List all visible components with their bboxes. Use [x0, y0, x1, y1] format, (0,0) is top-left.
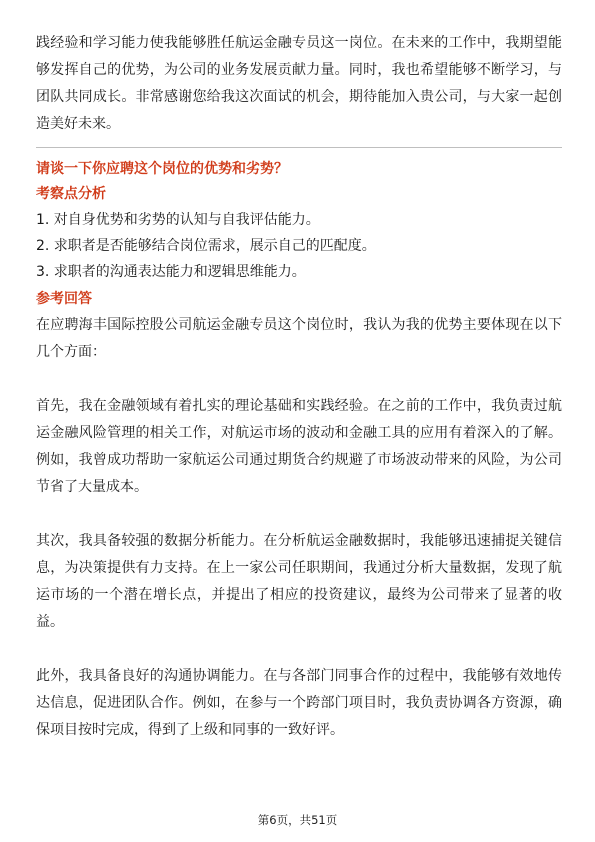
intro-paragraph: 践经验和学习能力使我能够胜任航运金融专员这一岗位。在未来的工作中，我期望能够发挥自己的优势，为公司的业务发展贡献力量。同时，我也希望能够不断学习，与团队共同成长。非常感谢您给我这次面试的机会，期待能加入贵公司，与大家一起创造美好未来。 [36, 35, 562, 132]
answer-paragraph: 在应聘海丰国际控股公司航运金融专员这个岗位时，我认为我的优势主要体现在以下几个方面： [36, 317, 562, 360]
answer-paragraph: 此外，我具备良好的沟通协调能力。在与各部门同事合作的过程中，我能够有效地传达信息，促进团队合作。例如，在参与一个跨部门项目时，我负责协调各方资源，确保项目按时完成，得到了上级和同事的一致好评。 [36, 668, 562, 738]
answer-heading: 参考回答 [36, 291, 92, 307]
paragraph-gap [36, 366, 562, 393]
page-content [36, 30, 562, 744]
page-number: 第6页，共51页 [257, 813, 338, 827]
analysis-point: 3. 求职者的沟通表达能力和逻辑思维能力。 [36, 264, 306, 280]
section-divider [36, 147, 562, 148]
interview-question: 请谈一下你应聘这个岗位的优势和劣势？ [36, 161, 288, 177]
paragraph-gap [36, 501, 562, 528]
answer-paragraph: 其次，我具备较强的数据分析能力。在分析航运金融数据时，我能够迅速捕捉关键信息，为决策提供有力支持。在上一家公司任职期间，我通过分析大量数据，发现了航运市场的一个潜在增长点，并提出了相应的投资建议，最终为公司带来了显著的收益。 [36, 533, 562, 630]
answer-paragraph: 首先，我在金融领域有着扎实的理论基础和实践经验。在之前的工作中，我负责过航运金融风险管理的相关工作，对航运市场的波动和金融工具的应用有着深入的了解。例如，我曾成功帮助一家航运公司通过期货合约规避了市场波动带来的风险，为公司节省了大量成本。 [36, 398, 562, 495]
analysis-point: 1. 对自身优势和劣势的认知与自我评估能力。 [36, 212, 320, 228]
analysis-point: 2. 求职者是否能够结合岗位需求，展示自己的匹配度。 [36, 238, 376, 254]
analysis-heading: 考察点分析 [36, 186, 106, 202]
paragraph-gap [36, 636, 562, 663]
